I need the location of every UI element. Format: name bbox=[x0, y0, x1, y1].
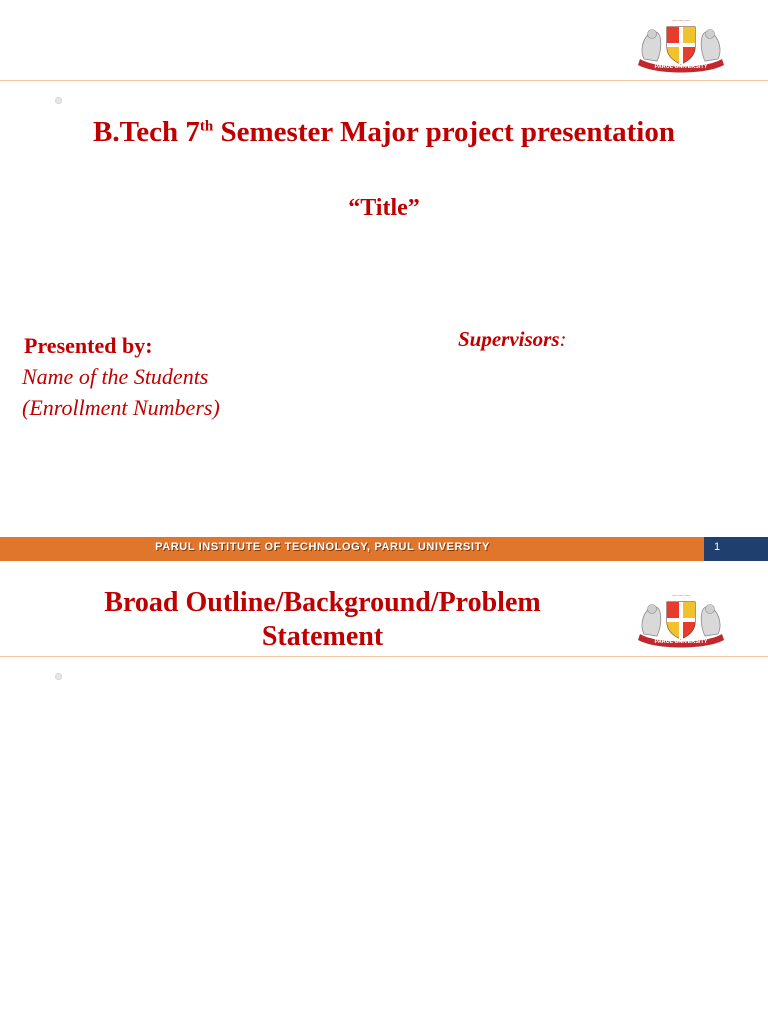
university-crest-icon bbox=[626, 15, 736, 73]
bullet-marker bbox=[55, 97, 62, 104]
svg-text:— — —: — — — bbox=[672, 19, 690, 24]
page-number: 1 bbox=[714, 541, 721, 553]
student-names: Name of the Students bbox=[22, 364, 209, 389]
slide-title bbox=[30, 586, 615, 654]
title-suffix: Semester Major project presentation bbox=[213, 116, 675, 148]
supervisors-text: Supervisors bbox=[458, 327, 560, 351]
bullet-marker bbox=[55, 673, 62, 680]
project-title: “Title” bbox=[348, 195, 420, 221]
header-divider bbox=[0, 656, 768, 657]
header-divider bbox=[0, 80, 768, 81]
title-prefix: B.Tech 7 bbox=[93, 116, 200, 148]
title-ordinal-suffix: th bbox=[199, 118, 214, 135]
slide-2 bbox=[0, 562, 768, 1024]
svg-text:— — —: — — — bbox=[672, 594, 690, 599]
supervisors-colon: : bbox=[559, 327, 567, 351]
supervisors-label bbox=[458, 327, 567, 352]
footer-institution: PARUL INSTITUTE OF TECHNOLOGY, PARUL UNIVERSITY bbox=[155, 541, 490, 553]
logo-text: PARUL UNIVERSITY bbox=[654, 639, 708, 645]
slide-title bbox=[0, 116, 768, 149]
title-line-1: Broad Outline/Background/Problem bbox=[104, 587, 541, 618]
logo-text: PARUL UNIVERSITY bbox=[654, 64, 708, 70]
presented-by-label: Presented by: bbox=[24, 333, 153, 358]
title-line-2: Statement bbox=[261, 621, 384, 652]
enrollment-numbers: (Enrollment Numbers) bbox=[22, 395, 220, 420]
university-crest-icon bbox=[626, 590, 736, 648]
